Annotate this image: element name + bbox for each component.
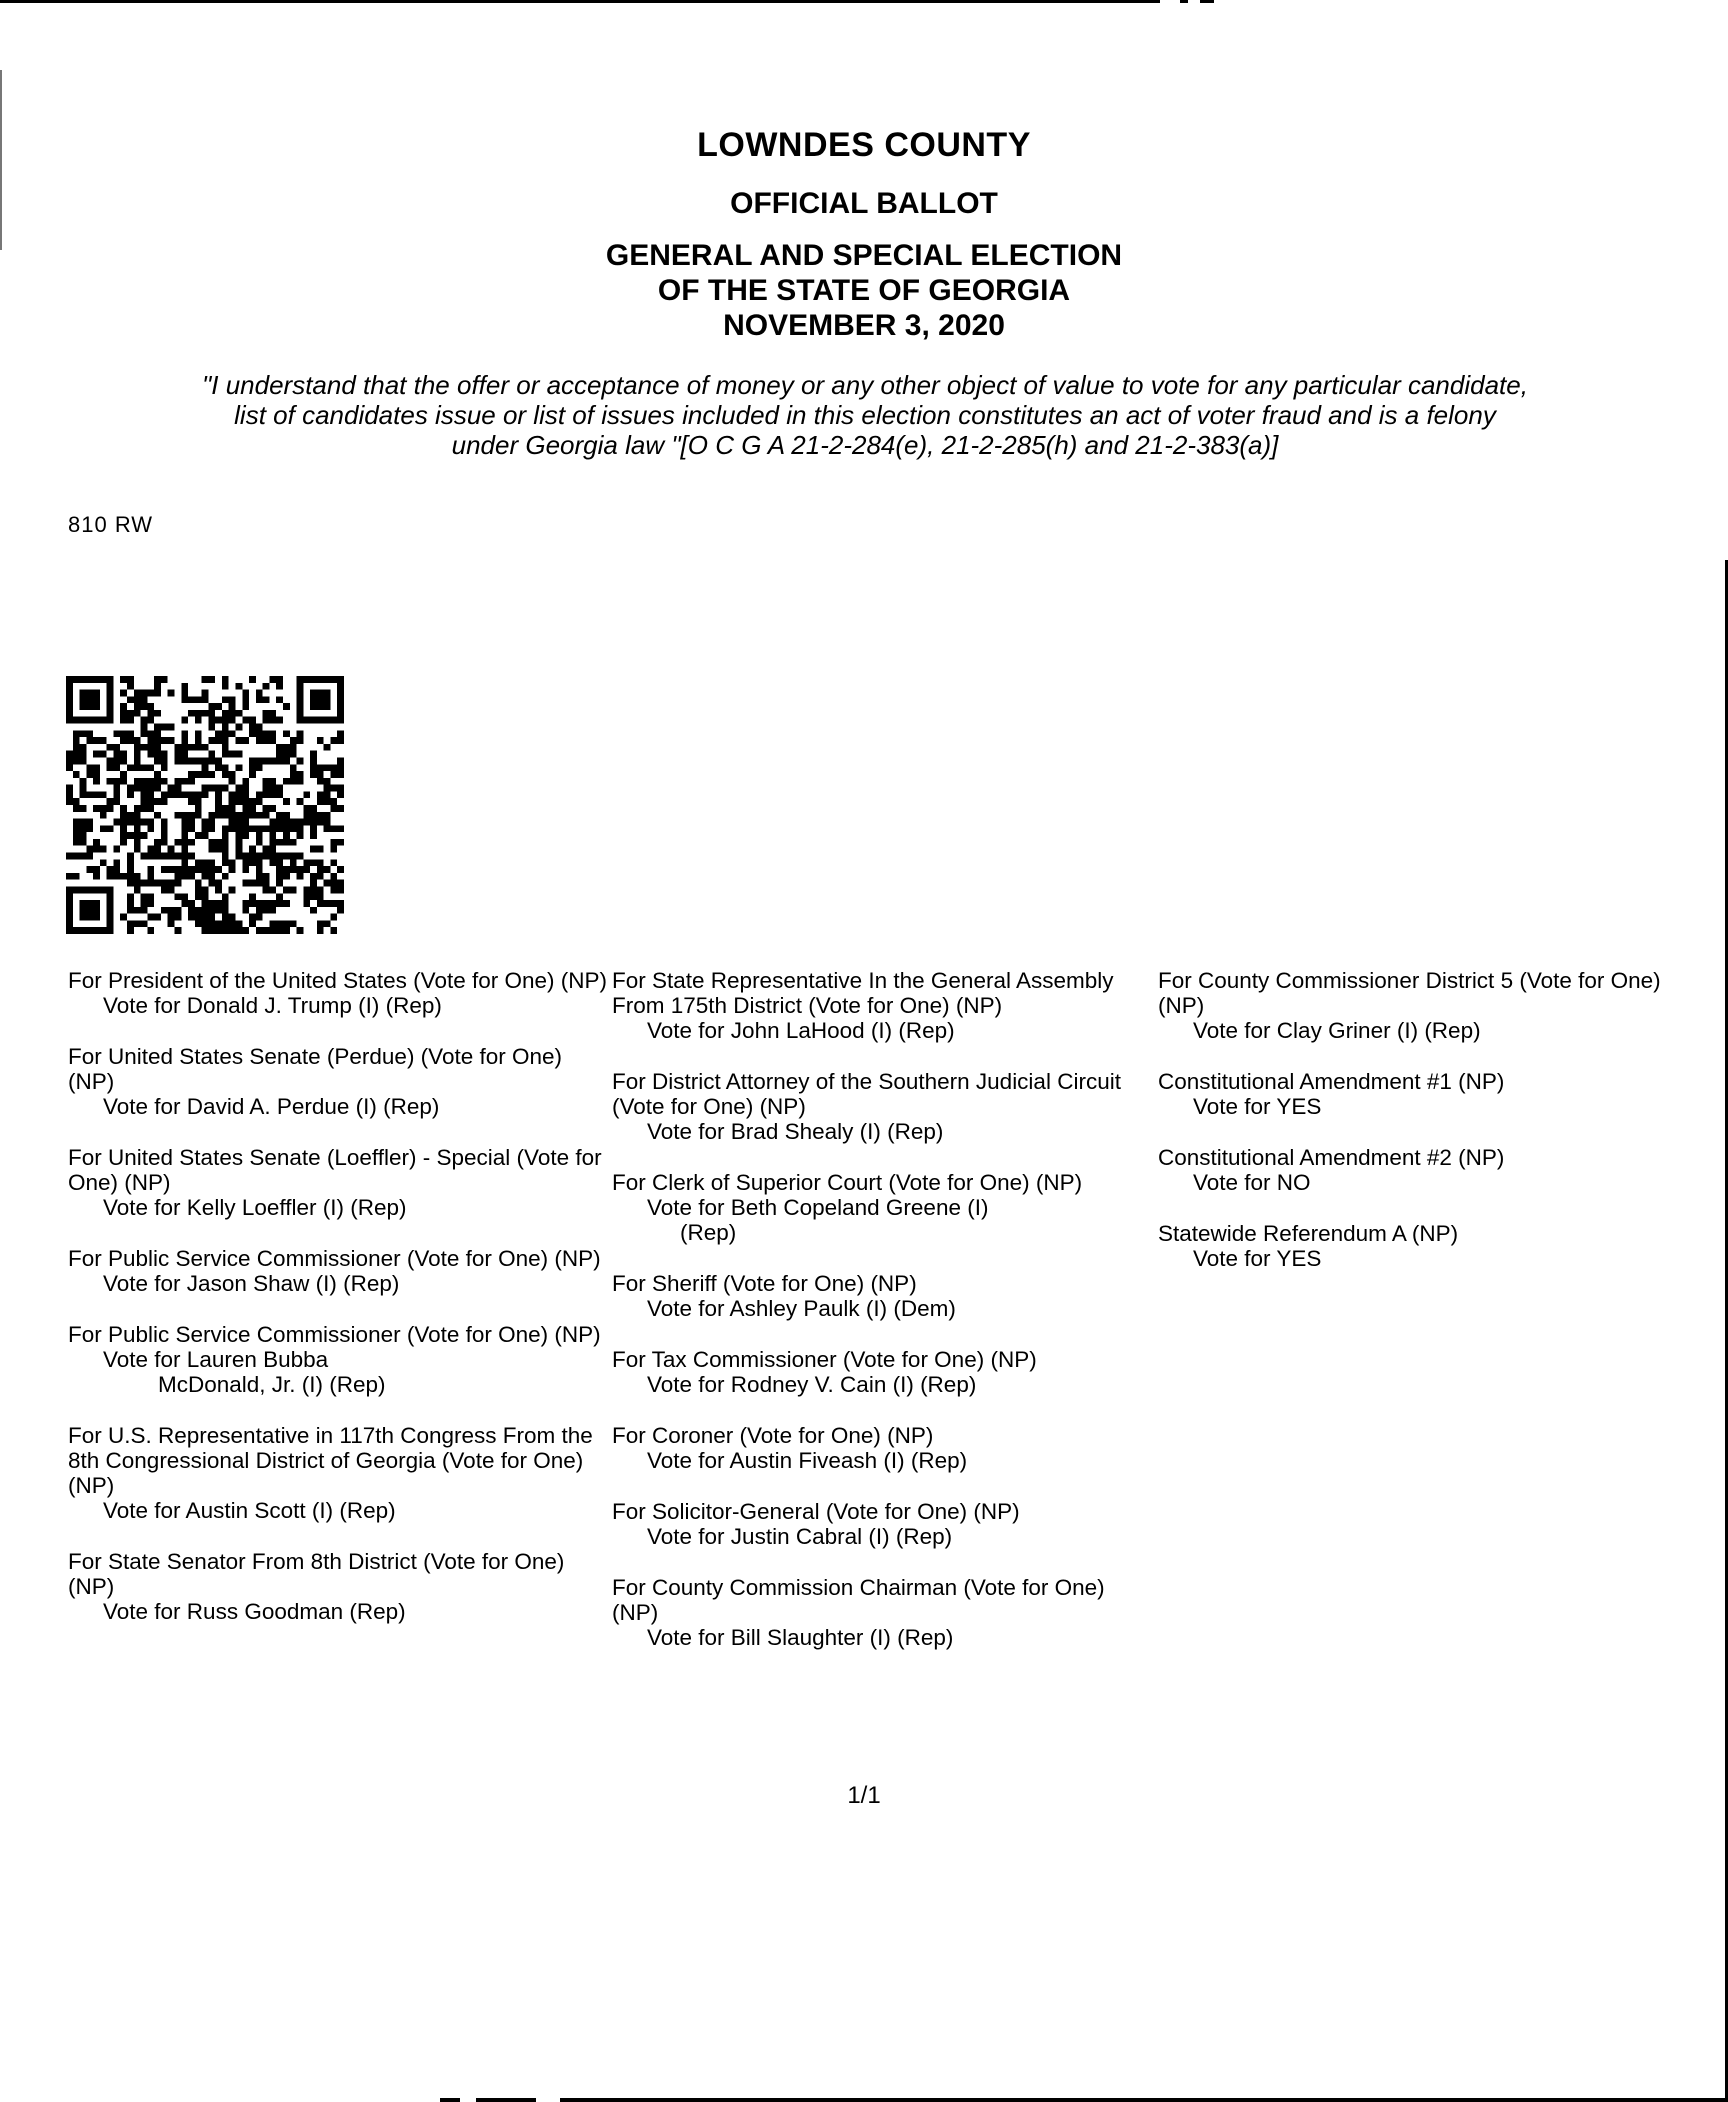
selection: Vote for Beth Copeland Greene (I) [647,1195,989,1220]
selection: Vote for Austin Scott (I) (Rep) [103,1498,396,1523]
contest-column-3 [1158,968,1698,1297]
contest-us-senate-perdue [68,1044,608,1119]
contest-us-senate-loeffler [68,1145,608,1220]
contest-title: For State Senator From 8th District (Vote for One) (NP) [68,1549,565,1599]
contest-title: Constitutional Amendment #1 (NP) [1158,1069,1505,1094]
selection: Vote for Kelly Loeffler (I) (Rep) [103,1195,407,1220]
contest-state-representative [612,968,1152,1043]
selection: Vote for Donald J. Trump (I) (Rep) [103,993,442,1018]
selection: Vote for Lauren Bubba [103,1347,329,1372]
contest-title: For State Representative In the General Assembly From 175th District (Vote for One) (NP) [612,968,1114,1018]
selection: Vote for Brad Shealy (I) (Rep) [647,1119,944,1144]
contest-clerk-superior-court [612,1170,1152,1245]
selection: Vote for NO [1193,1170,1311,1195]
selection: Vote for John LaHood (I) (Rep) [647,1018,955,1043]
contest-state-senator [68,1549,608,1624]
contest-sheriff [612,1271,1152,1321]
selection: Vote for Rodney V. Cain (I) (Rep) [647,1372,977,1397]
scan-top-dash [1180,0,1188,3]
contest-solicitor-general [612,1499,1152,1549]
contest-amendment-2 [1158,1145,1698,1195]
scan-top-border [0,0,1160,3]
scan-top-dash [1200,0,1214,3]
contest-title: For Public Service Commissioner (Vote for One) (NP) [68,1246,601,1271]
selection: Vote for YES [1193,1246,1322,1271]
contest-county-commission-chairman [612,1575,1152,1650]
contest-title: For U.S. Representative in 117th Congress From the 8th Congressional District of Georgia (Vote for One) (NP) [68,1423,593,1498]
contest-title: For County Commission Chairman (Vote for One) (NP) [612,1575,1105,1625]
selection: Vote for YES [1193,1094,1322,1119]
contest-district-attorney [612,1069,1152,1144]
scan-bottom-dash [476,2098,536,2102]
contest-coroner [612,1423,1152,1473]
contest-title: For United States Senate (Loeffler) - Special (Vote for One) (NP) [68,1145,602,1195]
contest-title: For Sheriff (Vote for One) (NP) [612,1271,917,1296]
contest-column-1 [68,968,608,1650]
scan-bottom-dash [440,2098,460,2102]
selection: Vote for Clay Griner (I) (Rep) [1193,1018,1481,1043]
contest-title: Constitutional Amendment #2 (NP) [1158,1145,1505,1170]
contest-title: For District Attorney of the Southern Judicial Circuit (Vote for One) (NP) [612,1069,1121,1119]
contest-title: For United States Senate (Perdue) (Vote for One) (NP) [68,1044,563,1094]
contest-referendum-a [1158,1221,1698,1271]
selection: Vote for Russ Goodman (Rep) [103,1599,406,1624]
contest-county-commissioner-5 [1158,968,1698,1043]
contest-psc-2 [68,1322,608,1397]
selection: Vote for Justin Cabral (I) (Rep) [647,1524,953,1549]
contest-title: For Solicitor-General (Vote for One) (NP) [612,1499,1020,1524]
oath-line-3: under Georgia law "[O C G A 21-2-284(e), 21-2-285(h) and 21-2-383(a)] [451,430,1279,460]
selection: Vote for Jason Shaw (I) (Rep) [103,1271,400,1296]
oath-line-2: list of candidates issue or list of issues included in this election constitutes an act of voter fraud and is a felony [234,400,1496,430]
precinct-code: 810 RW [68,512,154,537]
contest-title: For Tax Commissioner (Vote for One) (NP) [612,1347,1037,1372]
voter-fraud-statement [60,370,1670,460]
contest-title: For President of the United States (Vote for One) (NP) [68,968,607,993]
election-title [0,238,1728,343]
contest-psc-1 [68,1246,608,1296]
contest-title: For Coroner (Vote for One) (NP) [612,1423,934,1448]
selection: Vote for David A. Perdue (I) (Rep) [103,1094,440,1119]
contest-title: For Clerk of Superior Court (Vote for One) (NP) [612,1170,1083,1195]
page-number: 1/1 [847,1782,881,1809]
selection-continued: (Rep) [680,1220,737,1245]
contest-amendment-1 [1158,1069,1698,1119]
contest-president [68,968,608,1018]
election-title-line-2: OF THE STATE OF GEORGIA [657,274,1071,307]
selection: Vote for Austin Fiveash (I) (Rep) [647,1448,968,1473]
selection-continued: McDonald, Jr. (I) (Rep) [158,1372,386,1397]
ballot-qr-code [66,676,344,934]
contest-title: Statewide Referendum A (NP) [1158,1221,1459,1246]
contest-title: For County Commissioner District 5 (Vote for One) (NP) [1158,968,1661,1018]
contest-column-2 [612,968,1152,1676]
election-title-line-1: GENERAL AND SPECIAL ELECTION [605,239,1123,272]
selection: Vote for Ashley Paulk (I) (Dem) [647,1296,956,1321]
contest-title: For Public Service Commissioner (Vote for One) (NP) [68,1322,601,1347]
selection: Vote for Bill Slaughter (I) (Rep) [647,1625,954,1650]
scan-bottom-border [560,2098,1728,2102]
oath-line-1: "I understand that the offer or acceptance of money or any other object of value to vote for any particular candidate, [202,370,1528,400]
county-title: LOWNDES COUNTY [697,126,1031,164]
election-date: NOVEMBER 3, 2020 [723,309,1005,342]
contest-tax-commissioner [612,1347,1152,1397]
ballot-type: OFFICIAL BALLOT [730,187,998,220]
contest-us-representative [68,1423,608,1523]
